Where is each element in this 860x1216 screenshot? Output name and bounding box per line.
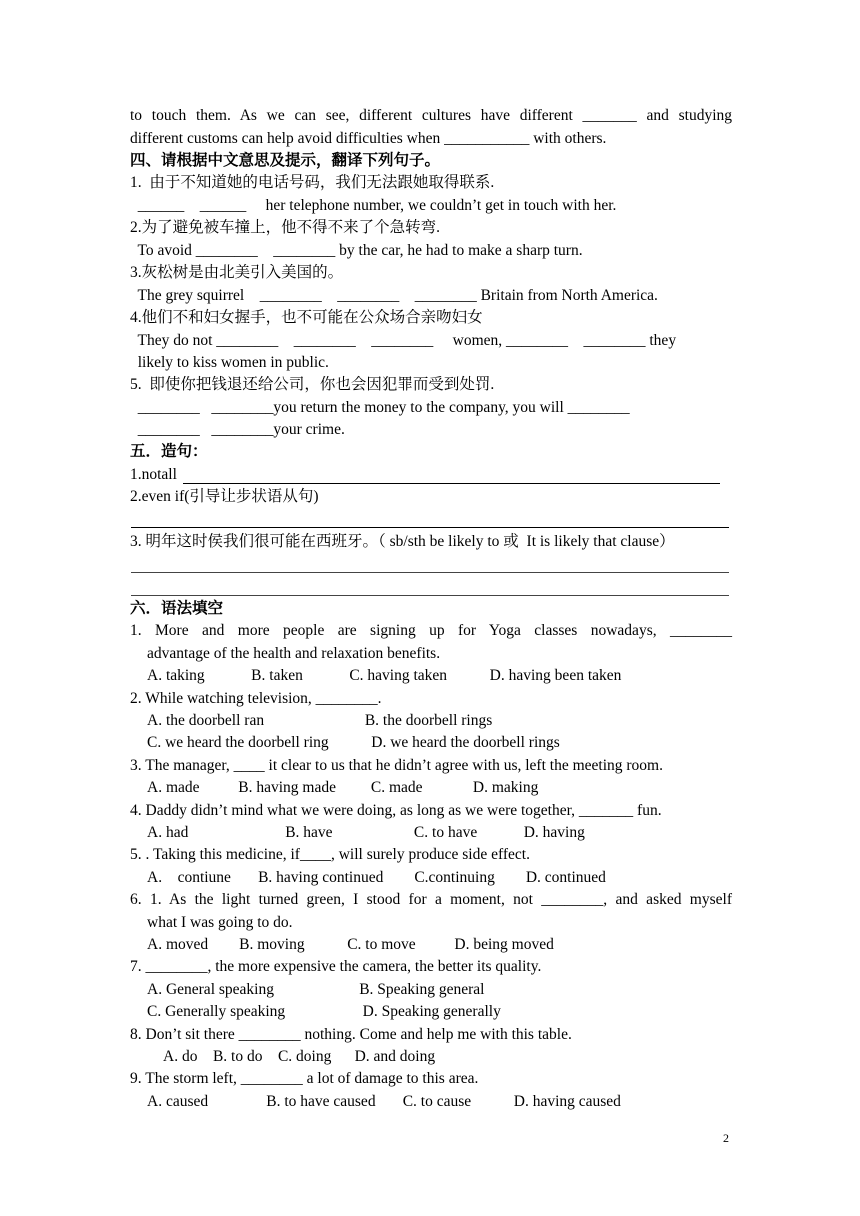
translation-answer-4: They do not ________ ________ ________ women, ________ ________ they: [130, 332, 677, 349]
translation-item-1: 1. 由于不知道她的电话号码，我们无法跟她取得联系.: [130, 174, 495, 191]
question-8-options: A. do B. to do C. doing D. and doing: [163, 1048, 436, 1065]
question-2-options-a: A. the doorbell ran B. the doorbell rings: [147, 712, 493, 729]
question-1-cont: advantage of the health and relaxation benefits.: [147, 645, 441, 662]
question-3: 3. The manager, ____ it clear to us that he didn’t agree with us, left the meeting room.: [130, 757, 663, 774]
answer-line: [131, 527, 729, 528]
question-7-options-b: C. Generally speaking D. Speaking generally: [147, 1003, 501, 1020]
section-six-heading: 六．语法填空: [130, 600, 224, 617]
translation-answer-3: The grey squirrel ________ ________ ________ Britain from North America.: [130, 287, 658, 304]
question-5: 5. . Taking this medicine, if____, will surely produce side effect.: [130, 846, 530, 863]
passage-line: to touch them. As we can see, different cultures have different _______ and studying: [130, 107, 732, 124]
translation-answer-1: ______ ______ her telephone number, we couldn’t get in touch with her.: [130, 197, 617, 214]
question-8: 8. Don’t sit there ________ nothing. Come and help me with this table.: [130, 1026, 572, 1043]
translation-item-5: 5. 即使你把钱退还给公司，你也会因犯罪而受到处罚.: [130, 376, 495, 393]
page-number: 2: [723, 1131, 729, 1145]
answer-line: [131, 595, 729, 596]
question-5-options: A. contiune B. having continued C.continuing D. continued: [147, 869, 606, 886]
translation-answer-4-cont: likely to kiss women in public.: [130, 354, 329, 371]
question-9: 9. The storm left, ________ a lot of damage to this area.: [130, 1070, 479, 1087]
answer-line: [183, 483, 720, 484]
sentence-prompt-2: 2.even if(引导让步状语从句): [130, 488, 319, 505]
question-7-options-a: A. General speaking B. Speaking general: [147, 981, 485, 998]
question-1-options: A. taking B. taken C. having taken D. having been taken: [147, 667, 622, 684]
passage-line: different customs can help avoid difficulties when ___________ with others.: [130, 130, 607, 147]
sentence-prompt-1: 1.notall: [130, 466, 177, 483]
section-four-heading: 四、请根据中文意思及提示，翻译下列句子。: [130, 152, 441, 169]
translation-answer-5: ________ ________you return the money to the company, you will ________: [130, 399, 630, 416]
question-6: 6. 1. As the light turned green, I stood for a moment, not ________, and asked myself: [130, 891, 732, 908]
translation-answer-2: To avoid ________ ________ by the car, he had to make a sharp turn.: [130, 242, 583, 259]
translation-answer-5-cont: ________ ________your crime.: [130, 421, 345, 438]
question-9-options: A. caused B. to have caused C. to cause D. having caused: [147, 1093, 621, 1110]
question-4-options: A. had B. have C. to have D. having: [147, 824, 585, 841]
question-6-options: A. moved B. moving C. to move D. being moved: [147, 936, 554, 953]
question-6-cont: what I was going to do.: [147, 914, 293, 931]
question-2-options-b: C. we heard the doorbell ring D. we heard the doorbell rings: [147, 734, 560, 751]
translation-item-2: 2.为了避免被车撞上，他不得不来了个急转弯.: [130, 219, 441, 236]
translation-item-3: 3.灰松树是由北美引入美国的。: [130, 264, 344, 281]
sentence-prompt-3: 3. 明年这时侯我们很可能在西班牙。（ sb/sth be likely to 或 It is likely that clause）: [130, 533, 675, 550]
section-five-heading: 五．造句：: [130, 443, 208, 460]
question-2: 2. While watching television, ________.: [130, 690, 382, 707]
question-1: 1. More and more people are signing up for Yoga classes nowadays, ________: [130, 622, 732, 639]
translation-item-4: 4.他们不和妇女握手，也不可能在公众场合亲吻妇女: [130, 309, 483, 326]
question-7: 7. ________, the more expensive the camera, the better its quality.: [130, 958, 542, 975]
question-4: 4. Daddy didn’t mind what we were doing, as long as we were together, _______ fun.: [130, 802, 662, 819]
answer-line: [131, 572, 729, 573]
question-3-options: A. made B. having made C. made D. making: [147, 779, 539, 796]
